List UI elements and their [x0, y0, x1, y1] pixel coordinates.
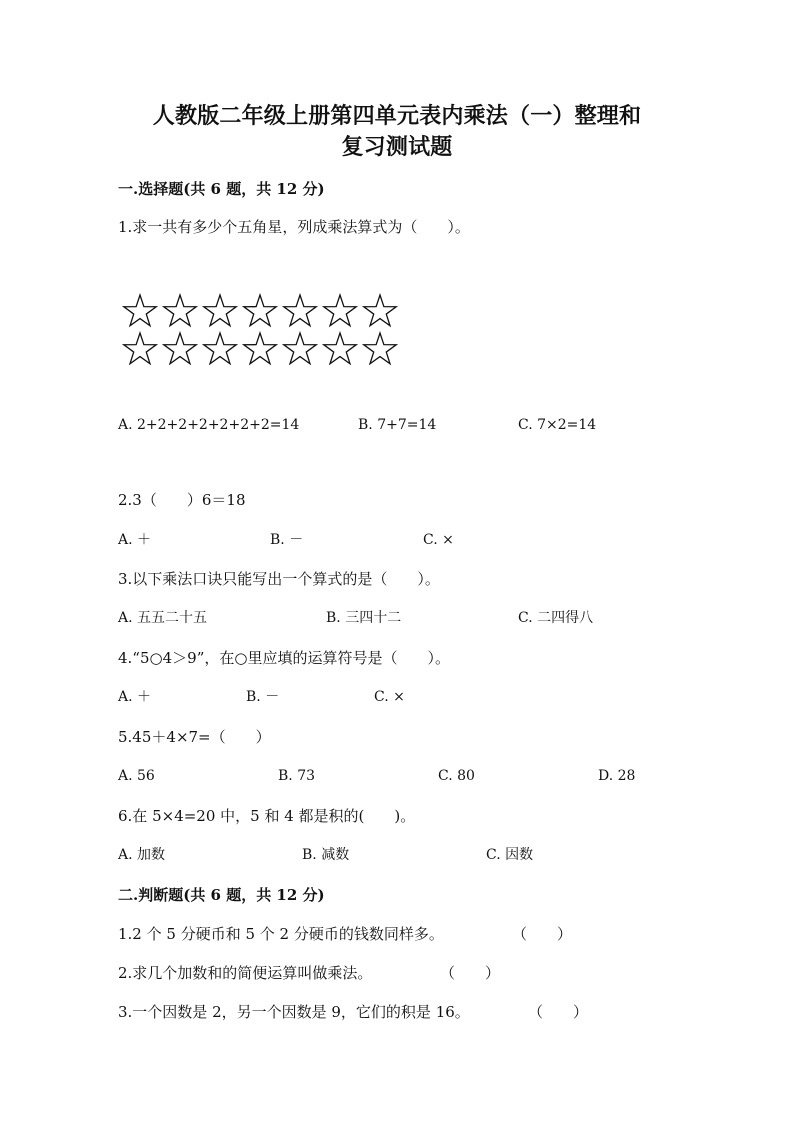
- question-6-option-c[interactable]: C. 因数: [486, 847, 534, 863]
- star-outline-icon: [242, 293, 278, 329]
- question-2-text: 2.3（ ）6＝18: [118, 491, 246, 509]
- document-title-line-2: 复习测试题: [341, 134, 453, 160]
- judgement-2-text: 2.求几个加数和的简便运算叫做乘法。: [118, 964, 373, 982]
- question-6-option-a[interactable]: A. 加数: [118, 847, 166, 863]
- star-outline-icon: [282, 331, 318, 367]
- question-6-text: 6.在 5×4=20 中，5 和 4 都是积的( )。: [118, 807, 416, 825]
- star-outline-icon: [122, 293, 158, 329]
- question-1-text: 1.求一共有多少个五角星，列成乘法算式为（ ）。: [118, 218, 470, 236]
- star-outline-icon: [322, 331, 358, 367]
- question-3-option-a[interactable]: A. 五五二十五: [118, 610, 208, 626]
- question-5-option-a[interactable]: A. 56: [118, 768, 155, 784]
- question-5-option-d[interactable]: D. 28: [598, 768, 636, 784]
- question-5-text: 5.45＋4×7=（ ）: [118, 728, 271, 746]
- question-2-option-a[interactable]: A. ＋: [118, 532, 152, 548]
- judgement-3-text: 3.一个因数是 2，另一个因数是 9，它们的积是 16。: [118, 1003, 470, 1021]
- question-4-option-a[interactable]: A. ＋: [118, 689, 152, 705]
- question-4-option-c[interactable]: C. ×: [374, 689, 405, 705]
- question-3-option-c[interactable]: C. 二四得八: [518, 610, 594, 626]
- section-heading-true-false: 二.判断题(共 6 题，共 12 分): [118, 886, 325, 904]
- star-outline-icon: [202, 331, 238, 367]
- star-outline-icon: [282, 293, 318, 329]
- star-outline-icon: [362, 293, 398, 329]
- star-outline-icon: [162, 331, 198, 367]
- question-5-option-b[interactable]: B. 73: [278, 768, 316, 784]
- star-figure: [122, 293, 412, 373]
- question-3-text: 3.以下乘法口诀只能写出一个算式的是（ ）。: [118, 570, 440, 588]
- star-row-1: [122, 293, 412, 331]
- section-heading-multiple-choice: 一.选择题(共 6 题，共 12 分): [118, 180, 325, 198]
- question-1-option-a[interactable]: A. 2+2+2+2+2+2+2=14: [118, 417, 300, 433]
- question-4-text: 4.“5○4＞9”，在○里应填的运算符号是（ ）。: [118, 649, 450, 667]
- question-2-option-b[interactable]: B. －: [270, 532, 304, 548]
- star-outline-icon: [322, 293, 358, 329]
- star-outline-icon: [122, 331, 158, 367]
- question-1-option-b[interactable]: B. 7+7=14: [358, 417, 437, 433]
- question-5-option-c[interactable]: C. 80: [438, 768, 475, 784]
- judgement-3-answer-blank[interactable]: （ ）: [528, 1003, 589, 1021]
- star-row-2: [122, 331, 412, 369]
- document-title-line-1: 人教版二年级上册第四单元表内乘法（一）整理和: [152, 103, 642, 129]
- question-2-option-c[interactable]: C. ×: [423, 532, 454, 548]
- judgement-2-answer-blank[interactable]: （ ）: [440, 964, 501, 982]
- question-3-option-b[interactable]: B. 三四十二: [326, 610, 402, 626]
- question-4-option-b[interactable]: B. －: [246, 689, 280, 705]
- star-outline-icon: [242, 331, 278, 367]
- star-outline-icon: [202, 293, 238, 329]
- judgement-1-text: 1.2 个 5 分硬币和 5 个 2 分硬币的钱数同样多。: [118, 925, 444, 943]
- star-outline-icon: [362, 331, 398, 367]
- star-outline-icon: [162, 293, 198, 329]
- judgement-1-answer-blank[interactable]: （ ）: [512, 925, 573, 943]
- question-6-option-b[interactable]: B. 减数: [302, 847, 350, 863]
- question-1-option-c[interactable]: C. 7×2=14: [518, 417, 597, 433]
